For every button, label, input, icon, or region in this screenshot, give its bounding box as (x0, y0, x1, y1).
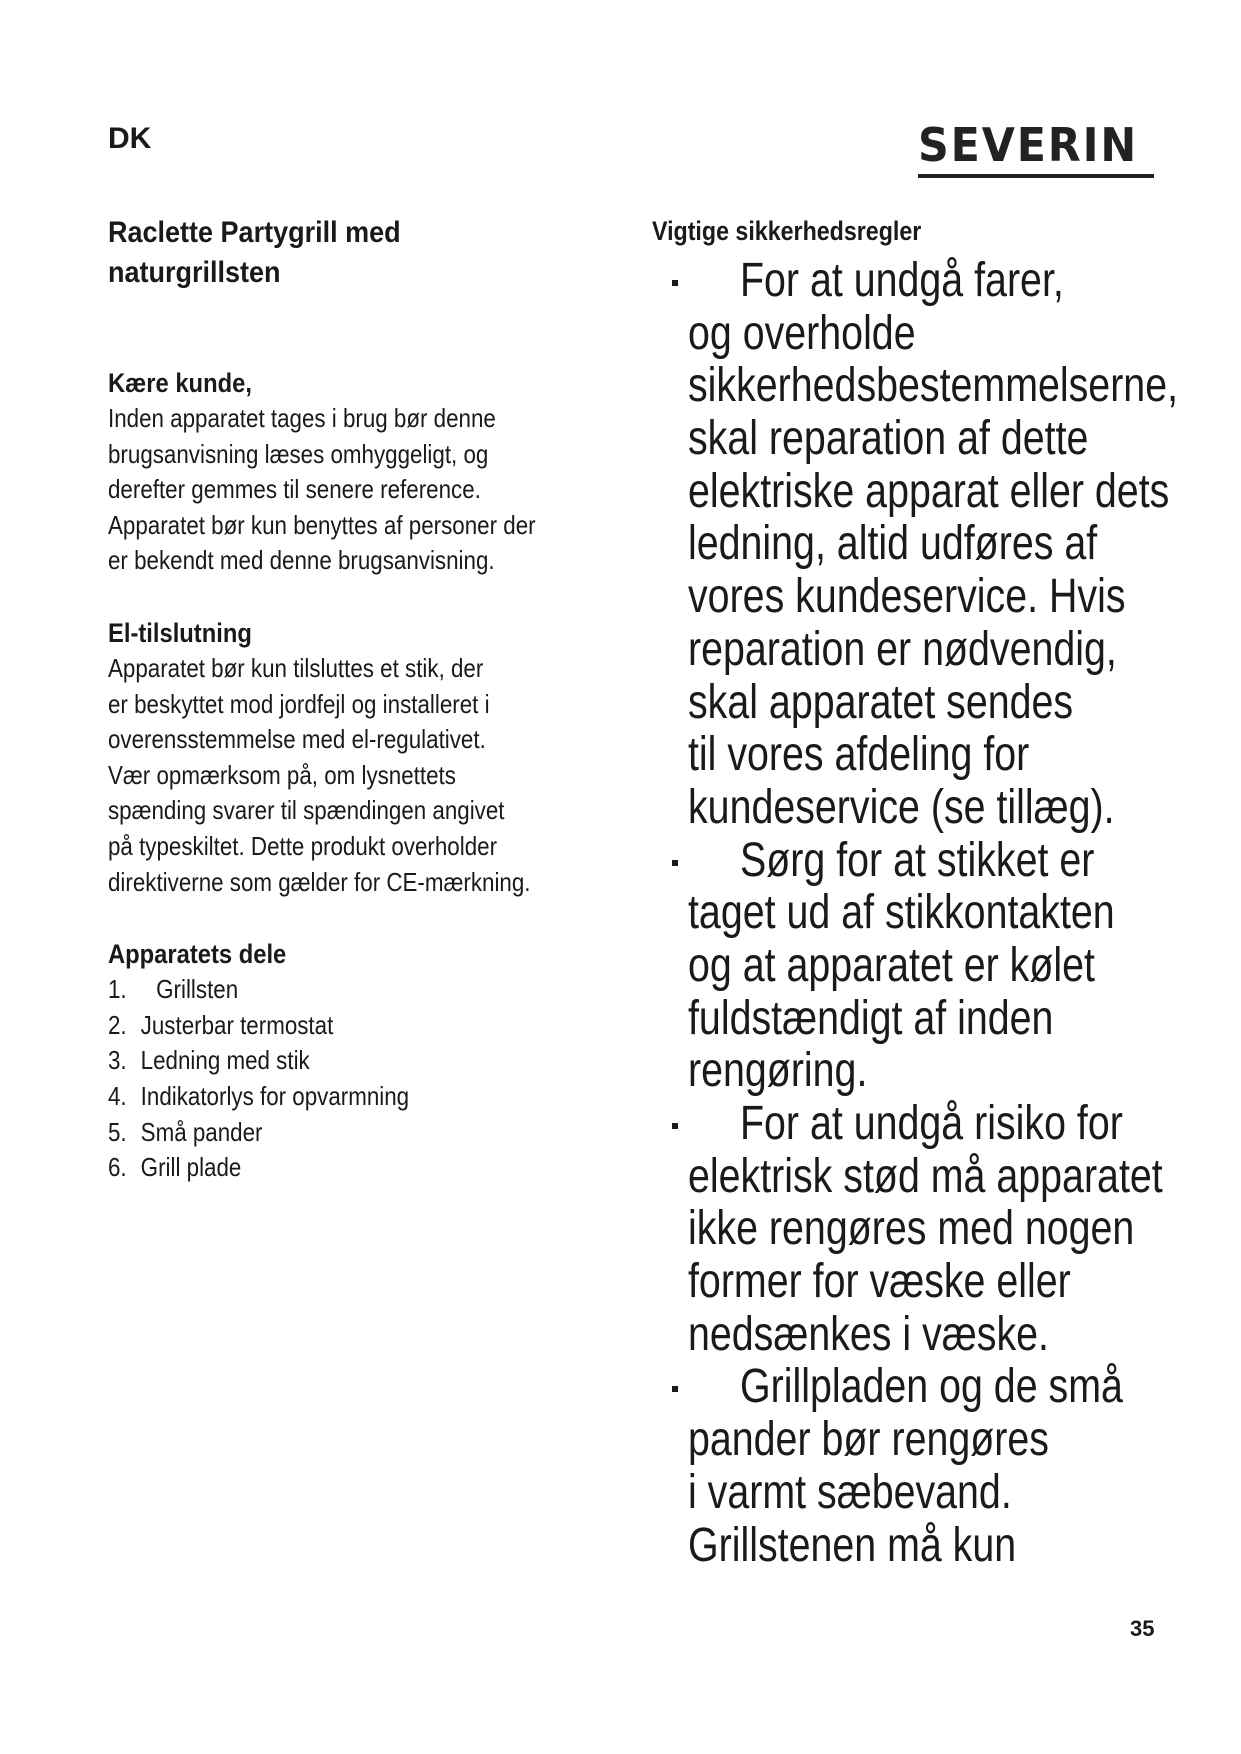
parts-heading: Apparatets dele (108, 939, 287, 970)
language-code: DK (108, 122, 152, 155)
safety-line: reparation er nødvendig, (688, 622, 1117, 676)
greeting-section (108, 365, 628, 579)
product-title (108, 213, 628, 293)
safety-line: Sørg for at stikket er (740, 833, 1095, 887)
safety-line: skal apparatet sendes (688, 675, 1074, 729)
safety-bullet-item (652, 254, 1179, 835)
page-number: 35 (1130, 1616, 1155, 1641)
list-item (108, 1115, 628, 1151)
list-item (108, 1150, 628, 1186)
electrical-line: Apparatet bør kun tilsluttes et stik, der (108, 652, 484, 683)
electrical-line: spænding svarer til spændingen angivet (108, 795, 505, 826)
safety-list (652, 254, 1179, 1572)
list-item-label: Grillsten (156, 974, 239, 1005)
safety-line: kundeservice (se tillæg). (688, 780, 1115, 834)
safety-line: Grillpladen og de små (740, 1360, 1123, 1414)
safety-line: pander bør rengøres (688, 1413, 1049, 1467)
list-item-label: Grill plade (140, 1152, 242, 1183)
brand-logo-text: SEVERIN (918, 118, 1139, 172)
list-item-label: Ledning med stik (140, 1045, 310, 1076)
safety-bullet-item (652, 835, 1152, 1098)
safety-line: sikkerhedsbestemmelserne, (688, 359, 1179, 413)
list-item (108, 1079, 628, 1115)
electrical-line: er beskyttet mod jordfejl og installeret i (108, 688, 490, 719)
safety-line: Grillstenen må kun (688, 1518, 1017, 1572)
electrical-line: Vær opmærksom på, om lysnettets (108, 759, 456, 790)
bullet-dot (672, 1386, 678, 1392)
list-item-number: 4. (108, 1080, 127, 1111)
electrical-section (108, 615, 628, 900)
brand-logo-underline (918, 174, 1154, 178)
safety-line: fuldstændigt af inden (688, 991, 1054, 1045)
electrical-line: på typeskiltet. Dette produkt overholder (108, 830, 498, 861)
brand-logo (918, 118, 1154, 178)
list-item (108, 1043, 628, 1079)
safety-line: og at apparatet er kølet (688, 938, 1095, 992)
bullet-dot (672, 1123, 678, 1129)
greeting-line: brugsanvisning læses omhyggeligt, og (108, 438, 489, 469)
greeting-line: Inden apparatet tages i brug bør denne (108, 403, 496, 433)
bullet-dot (672, 860, 678, 866)
greeting-line: derefter gemmes til senere reference. (108, 474, 481, 505)
safety-line: ikke rengøres med nogen (688, 1202, 1135, 1256)
list-item-label: Justerbar termostat (140, 1009, 334, 1040)
greeting-line: er bekendt med denne brugsanvisning. (108, 545, 495, 576)
product-title-line: naturgrillsten (108, 256, 281, 289)
safety-line: nedsænkes i væske. (688, 1307, 1049, 1361)
bullet-dot (672, 280, 678, 286)
list-item-number: 1. (108, 974, 127, 1005)
safety-line: ledning, altid udføres af (688, 517, 1098, 571)
safety-line: For at undgå risiko for (740, 1097, 1123, 1150)
list-item-label: Små pander (140, 1116, 263, 1147)
left-column (108, 213, 628, 1186)
safety-line: til vores afdeling for (688, 728, 1030, 782)
safety-line: taget ud af stikkontakten (688, 886, 1115, 940)
list-item-number: 3. (108, 1045, 127, 1076)
electrical-line: overensstemmelse med el-regulativet. (108, 724, 486, 755)
safety-bullet-item (652, 1361, 1152, 1572)
list-item-number: 6. (108, 1152, 127, 1183)
safety-line: rengøring. (688, 1044, 868, 1098)
safety-line: elektrisk stød må apparatet (688, 1149, 1163, 1203)
electrical-line: direktiverne som gælder for CE-mærkning. (108, 866, 531, 897)
greeting-heading: Kære kunde, (108, 368, 252, 398)
safety-bullet-item (652, 1097, 1163, 1361)
safety-line: i varmt sæbevand. (688, 1465, 1012, 1519)
list-item-number: 2. (108, 1009, 127, 1040)
greeting-line: Apparatet bør kun benyttes af personer der (108, 509, 536, 540)
parts-section (108, 936, 628, 1186)
safety-line: vores kundeservice. Hvis (688, 570, 1126, 624)
list-item (108, 972, 628, 1008)
list-item-number: 5. (108, 1116, 127, 1147)
safety-heading: Vigtige sikkerhedsregler (652, 216, 922, 246)
electrical-heading: El-tilslutning (108, 617, 252, 648)
product-title-line: Raclette Partygrill med (108, 216, 401, 249)
list-item-label: Indikatorlys for opvarmning (140, 1080, 410, 1111)
list-item (108, 1008, 628, 1044)
safety-line: skal reparation af dette (688, 412, 1089, 466)
safety-line: former for væske eller (688, 1255, 1071, 1309)
safety-line: For at undgå farer, (740, 254, 1064, 307)
safety-line: og overholde (688, 306, 916, 360)
safety-line: elektriske apparat eller dets (688, 464, 1170, 518)
right-column (652, 213, 1179, 1572)
